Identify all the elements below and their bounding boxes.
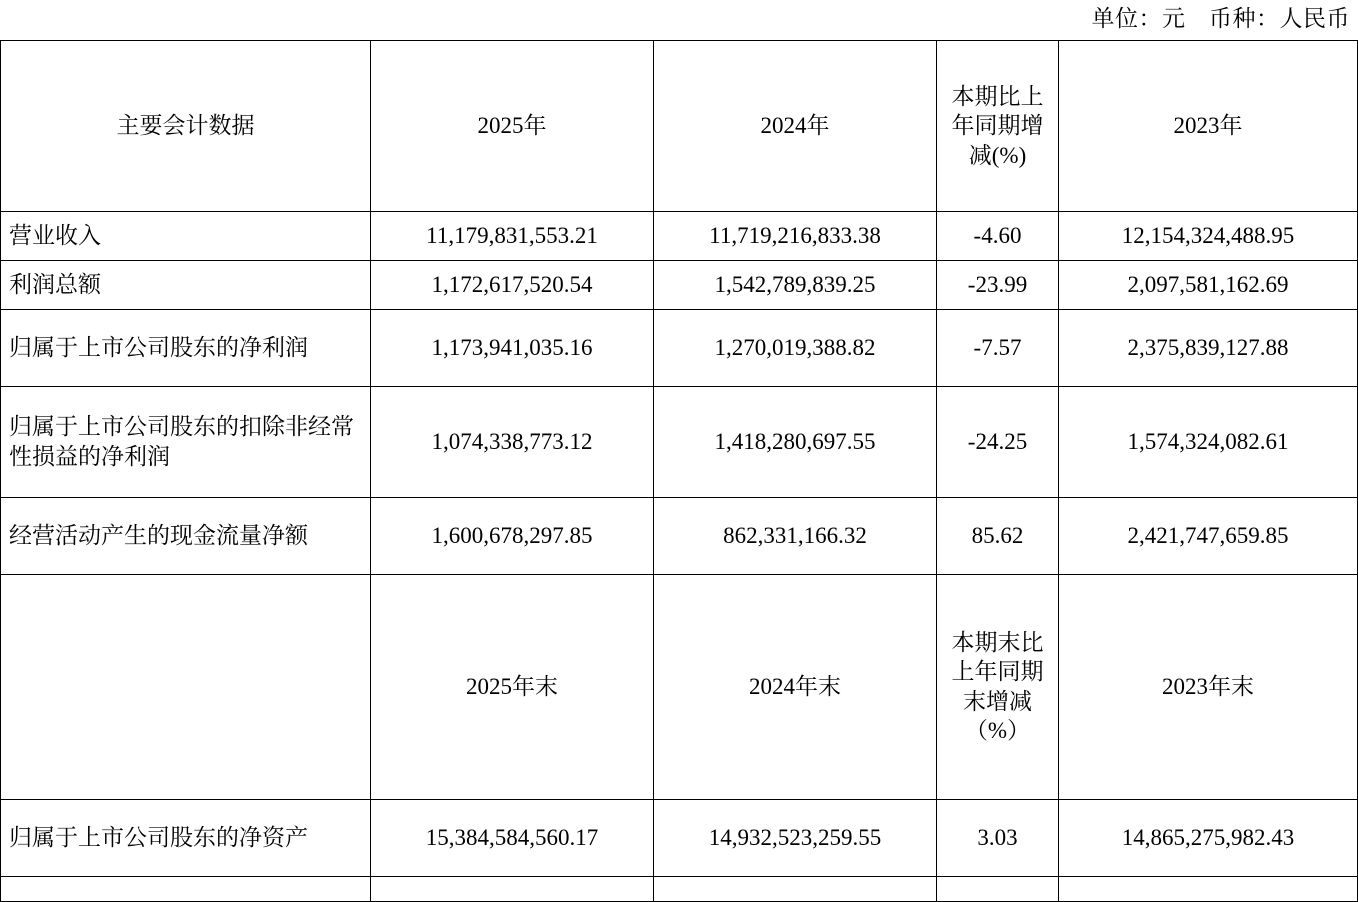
row-value-2025: 15,384,584,560.17 <box>371 799 654 876</box>
header-col-2024: 2024年 <box>654 40 937 211</box>
row-label: 经营活动产生的现金流量净额 <box>1 497 371 574</box>
row-value-2025 <box>371 876 654 901</box>
row-value-2024: 11,719,216,833.38 <box>654 211 937 260</box>
row-label: 营业收入 <box>1 211 371 260</box>
table-row <box>1 211 1358 260</box>
row-value-2023 <box>1059 876 1358 901</box>
row-value-change: -4.60 <box>937 211 1059 260</box>
row-value-2023: 12,154,324,488.95 <box>1059 211 1358 260</box>
row-value-2024: 1,270,019,388.82 <box>654 309 937 386</box>
row-value-change: -24.25 <box>937 386 1059 497</box>
header-col-2023: 2023年 <box>1059 40 1358 211</box>
row-value-change <box>937 876 1059 901</box>
table-row <box>1 309 1358 386</box>
row-value-2025: 11,179,831,553.21 <box>371 211 654 260</box>
header-label: 主要会计数据 <box>1 40 371 211</box>
table-row <box>1 386 1358 497</box>
row-value-2024: 1,542,789,839.25 <box>654 260 937 309</box>
row-value-2025: 1,600,678,297.85 <box>371 497 654 574</box>
row-value-2023: 14,865,275,982.43 <box>1059 799 1358 876</box>
row-value-2025: 1,074,338,773.12 <box>371 386 654 497</box>
table-row <box>1 260 1358 309</box>
row-value-2024: 862,331,166.32 <box>654 497 937 574</box>
table-row-truncated <box>1 876 1358 901</box>
row-label: 归属于上市公司股东的净利润 <box>1 309 371 386</box>
header-col-2025: 2025年 <box>371 40 654 211</box>
row-label: 归属于上市公司股东的扣除非经常性损益的净利润 <box>1 386 371 497</box>
row-value-change: 85.62 <box>937 497 1059 574</box>
row-value-2023: 1,574,324,082.61 <box>1059 386 1358 497</box>
unit-note: 单位：元 币种：人民币 <box>1091 6 1350 31</box>
row-value-2025: 1,173,941,035.16 <box>371 309 654 386</box>
subheader-col-2024: 2024年末 <box>654 574 937 799</box>
row-label <box>1 876 371 901</box>
row-label: 归属于上市公司股东的净资产 <box>1 799 371 876</box>
row-value-2025: 1,172,617,520.54 <box>371 260 654 309</box>
row-value-2023: 2,097,581,162.69 <box>1059 260 1358 309</box>
table-row <box>1 799 1358 876</box>
table-header-row <box>1 40 1358 211</box>
row-value-change: 3.03 <box>937 799 1059 876</box>
row-value-change: -7.57 <box>937 309 1059 386</box>
subheader-col-change: 本期末比上年同期末增减（%） <box>937 574 1059 799</box>
header-col-change: 本期比上年同期增减(%) <box>937 40 1059 211</box>
subheader-col-2025: 2025年末 <box>371 574 654 799</box>
financial-summary-table <box>0 40 1358 902</box>
row-value-2024: 14,932,523,259.55 <box>654 799 937 876</box>
row-value-2023: 2,375,839,127.88 <box>1059 309 1358 386</box>
table-subheader-row <box>1 574 1358 799</box>
table-row <box>1 497 1358 574</box>
subheader-col-2023: 2023年末 <box>1059 574 1358 799</box>
row-value-2024 <box>654 876 937 901</box>
row-value-2023: 2,421,747,659.85 <box>1059 497 1358 574</box>
row-label: 利润总额 <box>1 260 371 309</box>
subheader-label <box>1 574 371 799</box>
row-value-2024: 1,418,280,697.55 <box>654 386 937 497</box>
row-value-change: -23.99 <box>937 260 1059 309</box>
